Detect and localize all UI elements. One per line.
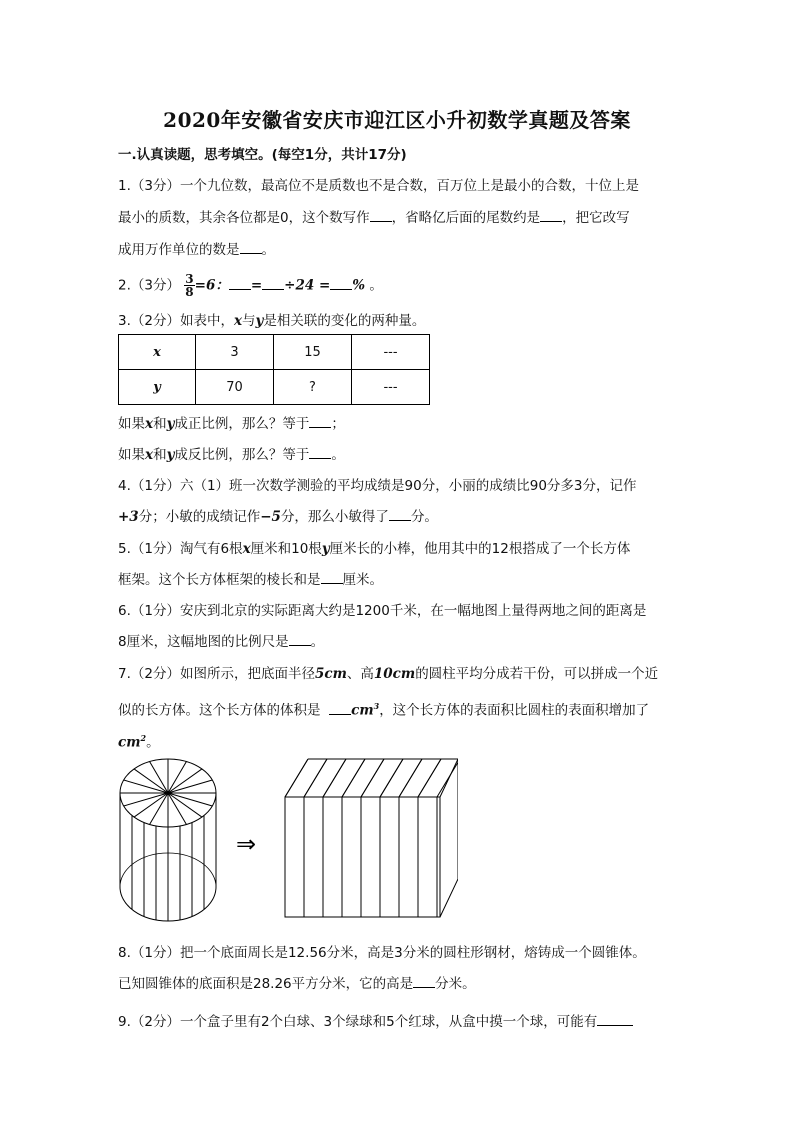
table-cell: ---: [352, 370, 430, 405]
q3-line3: 如果x和y成反比例，那么？等于 。: [118, 447, 345, 463]
q5-line1: 5.（1分）淘气有6根x厘米和10根y厘米长的小棒，他用其中的12根搭成了一个长方体: [118, 541, 631, 557]
answer-blank[interactable]: [321, 571, 343, 584]
answer-blank[interactable]: [240, 241, 262, 254]
answer-blank[interactable]: [262, 277, 284, 290]
q8-line2: 已知圆锥体的底面积是28.26平方分米，它的高是 分米。: [118, 976, 476, 992]
q5-line2: 框架。这个长方体框架的棱长和是 厘米。: [118, 572, 383, 588]
table-cell: x: [119, 335, 196, 370]
q6-line1: 6.（1分）安庆到北京的实际距离大约是1200千米，在一幅地图上量得两地之间的距离是: [118, 603, 647, 619]
q1-line1: 1.（3分）一个九位数，最高位不是质数也不是合数，百万位上是最小的合数，十位上是: [118, 178, 639, 194]
answer-blank[interactable]: [413, 975, 435, 988]
q7-line3: $cm^2$。: [118, 733, 160, 751]
arrow-icon: ⇒: [236, 830, 257, 858]
answer-blank[interactable]: [370, 209, 392, 222]
answer-blank[interactable]: [540, 209, 562, 222]
answer-blank[interactable]: [389, 508, 411, 521]
fraction: $\frac{3}{8}$: [185, 272, 194, 299]
table-cell: y: [119, 370, 196, 405]
answer-blank[interactable]: [330, 277, 352, 290]
answer-blank[interactable]: [289, 633, 311, 646]
answer-blank[interactable]: [229, 277, 251, 290]
cylinder-to-cuboid-figure: [118, 757, 458, 927]
answer-blank[interactable]: [597, 1013, 633, 1026]
q8-line1: 8.（1分）把一个底面周长是12.56分米，高是3分米的圆柱形钢材，熔铸成一个圆锥体。: [118, 945, 646, 961]
xy-table: [118, 334, 430, 405]
answer-blank[interactable]: [309, 446, 331, 459]
cylinder-drawing: [120, 759, 216, 921]
answer-blank[interactable]: [329, 702, 351, 715]
q3-line1: 3.（2分）如表中，x与y是相关联的变化的两种量。: [118, 313, 426, 329]
q1-line3: 成用万作单位的数是 。: [118, 242, 275, 258]
q9-line1: 9.（2分）一个盒子里有2个白球、3个绿球和5个红球，从盒中摸一个球，可能有: [118, 1013, 633, 1031]
q2-line: 2.（3分） $\frac{3}{8}$ =6： = ÷24 = % 。: [118, 272, 383, 299]
table-cell: 15: [274, 335, 352, 370]
q6-line2: 8厘米，这幅地图的比例尺是 。: [118, 634, 325, 650]
table-cell: 3: [196, 335, 274, 370]
q4-line2: +3分；小敏的成绩记作−5分，那么小敏得了 分。: [118, 509, 438, 525]
answer-blank[interactable]: [309, 415, 331, 428]
table-row: [119, 335, 430, 370]
table-cell: ?: [274, 370, 352, 405]
q4-line1: 4.（1分）六（1）班一次数学测验的平均成绩是90分，小丽的成绩比90分多3分，记作: [118, 478, 637, 494]
table-cell: 70: [196, 370, 274, 405]
q1-line2: 最小的质数，其余各位都是0，这个数写作 ，省略亿后面的尾数约是 ，把它改写: [118, 210, 630, 226]
q7-line2: 似的长方体。这个长方体的体积是 $cm^3$，这个长方体的表面积比圆柱的表面积增加了: [118, 701, 650, 719]
page-title: 2020年安徽省安庆市迎江区小升初数学真题及答案: [163, 108, 631, 132]
table-cell: ---: [352, 335, 430, 370]
section-heading: 一.认真读题，思考填空。(每空1分，共计17分): [118, 147, 407, 163]
q3-line2: 如果x和y成正比例，那么？等于 ；: [118, 416, 345, 432]
q7-line1: 7.（2分）如图所示，把底面半径5cm、高10cm的圆柱平均分成若干份，可以拼成一个近: [118, 666, 659, 682]
cuboid-drawing: [285, 759, 458, 917]
table-row: [119, 370, 430, 405]
